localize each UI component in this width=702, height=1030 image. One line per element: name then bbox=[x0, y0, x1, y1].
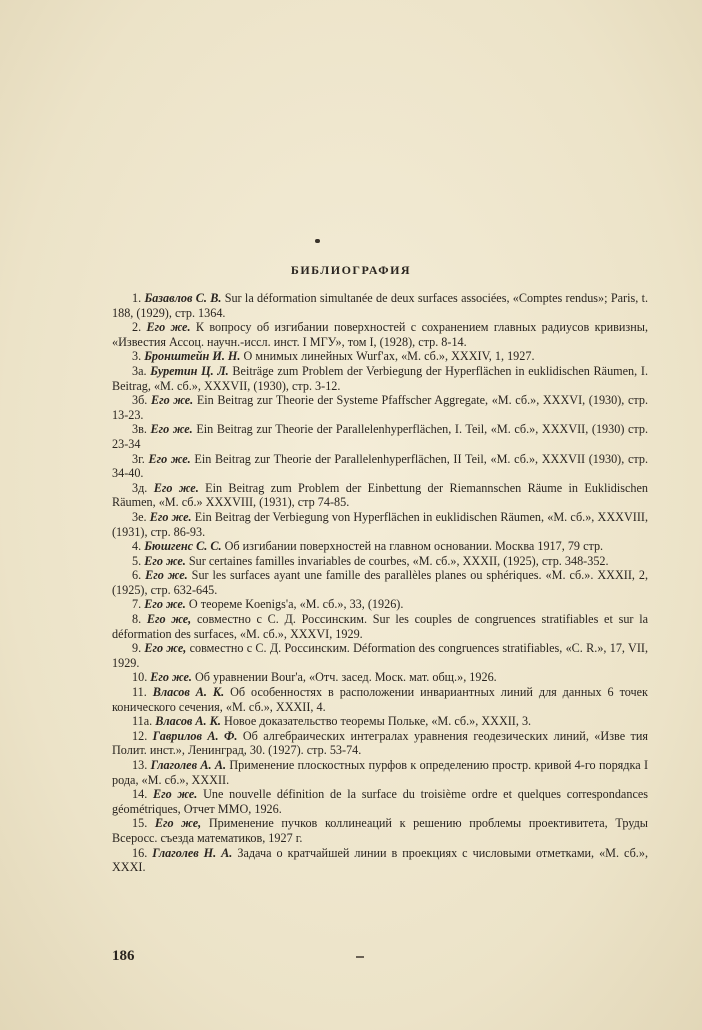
entry-number: 3в. bbox=[132, 422, 151, 437]
entry-text: Об уравнении Bour'а, «Отч. засед. Моск. мат. общ.», 1926. bbox=[191, 670, 497, 685]
entry-text: Sur la déformation simultanée de deux surfaces associées, «Comptes rendus»; Paris, t. 188, (1929), стр. 1364. bbox=[112, 291, 649, 320]
entry-number: 13. bbox=[132, 758, 151, 772]
bibliography-entry bbox=[112, 568, 648, 597]
entry-number: 12. bbox=[132, 728, 153, 743]
entry-text: Об изгибании поверхностей на главном основании. Москва 1917, 79 стр. bbox=[221, 539, 604, 554]
entry-author: Буретин Ц. Л. bbox=[150, 363, 229, 378]
entry-number: 3е. bbox=[132, 509, 150, 524]
bibliography-entry bbox=[112, 641, 648, 670]
entry-text: совместно с С. Д. Россинским. Sur les couples de congruences stratifiables et sur la déformation des surfaces, «М. сб.», XXXVI, 1929. bbox=[112, 612, 649, 641]
entry-author: Его же. bbox=[150, 670, 192, 685]
printer-mark bbox=[315, 239, 320, 243]
entry-number: 3а. bbox=[132, 363, 151, 378]
entry-number: 2. bbox=[132, 320, 147, 335]
bibliography-entry bbox=[112, 320, 648, 349]
entry-number: 11а. bbox=[132, 714, 156, 729]
entry-text: Ein Beitrag zur Theorie der Parallelenhyperflächen, II Teil, «М. сб.», XXXVII (1930), стр. 34-40. bbox=[112, 451, 648, 481]
entry-number: 3. bbox=[132, 349, 145, 364]
entry-number: 14. bbox=[132, 787, 153, 802]
entry-author: Его же. bbox=[144, 597, 186, 612]
bibliography-entry bbox=[112, 291, 648, 320]
entry-author: Его же. bbox=[150, 393, 194, 408]
entry-author: Его же, bbox=[144, 641, 187, 656]
bibliography-list bbox=[112, 291, 648, 875]
entry-number: 6. bbox=[132, 568, 146, 583]
entry-author: Глаголев Н. А. bbox=[152, 845, 233, 860]
entry-number: 10. bbox=[132, 670, 151, 685]
entry-author: Его же, bbox=[146, 612, 192, 627]
entry-number: 7. bbox=[132, 597, 145, 612]
bibliography-entry bbox=[112, 364, 648, 393]
entry-text: Ein Beitrag zur Theorie der Systeme Pfaffscher Aggregate, «М. сб.», XXXVI, (1930), стр. 13-23. bbox=[112, 393, 648, 422]
entry-author: Его же. bbox=[150, 422, 193, 437]
bibliography-entry bbox=[112, 597, 648, 612]
page-number: 186 bbox=[112, 948, 135, 964]
bibliography-entry bbox=[112, 452, 648, 481]
entry-author: Его же. bbox=[145, 568, 188, 583]
bibliography-entry bbox=[112, 670, 648, 685]
entry-author: Власов А. К. bbox=[152, 685, 225, 700]
bibliography-entry bbox=[112, 554, 648, 569]
page-title: БИБЛИОГРАФИЯ bbox=[290, 263, 412, 277]
entry-author: Его же. bbox=[152, 787, 198, 802]
entry-author: Глаголев А. А. bbox=[150, 758, 227, 772]
bibliography-entry bbox=[112, 787, 648, 816]
entry-author: Его же. bbox=[149, 509, 192, 524]
entry-text: Об алгебраических интегралах уравнения геодезических линий, «Изве тия Полит. инст.», Ленинград, 30. (1927). стр. 53-74. bbox=[112, 728, 648, 758]
entry-number: 3б. bbox=[132, 393, 151, 408]
bibliography-entry bbox=[112, 758, 648, 787]
entry-text: Ein Beitrag zur Theorie der Parallelenhyperflächen, I. Teil, «М. сб.», XXXVII, (1930) стр. 23-34 bbox=[112, 422, 649, 451]
entry-text: Об особенностях в расположении инвариантных линий для данных 6 точек конического сечения, «М. сб.», XXXII, 4. bbox=[112, 685, 648, 714]
page-footer-dash bbox=[356, 956, 364, 958]
entry-text: Новое доказательство теоремы Польке, «М. сб.», XXXII, 3. bbox=[220, 714, 532, 729]
bibliography-entry bbox=[112, 481, 648, 510]
bibliography-entry bbox=[112, 685, 648, 714]
entry-number: 3г. bbox=[132, 451, 149, 466]
entry-text: Применение пучков коллинеаций к решению проблемы проективитета, Труды Всеросс. съезда математиков, 1927 г. bbox=[112, 816, 648, 845]
entry-author: Его же. bbox=[148, 451, 191, 466]
entry-number: 16. bbox=[132, 845, 153, 860]
entry-text: О теореме Koenigs'а, «М. сб.», 33, (1926). bbox=[185, 597, 404, 612]
entry-author: Гаврилов А. Ф. bbox=[152, 728, 238, 743]
entry-author: Базавлов С. В. bbox=[144, 291, 222, 305]
entry-text: Sur certaines familles invariables de courbes, «М. сб.», XXXII, (1925), стр. 348-352. bbox=[185, 553, 609, 568]
entry-text: Ein Beitrag zum Problem der Einbettung der Riemannschen Räume in Euklidischen Räumen, «М. сб.» XXXVIII, (1931), стр 74-85. bbox=[112, 480, 649, 510]
bibliography-entry bbox=[112, 539, 648, 554]
entry-text: Применение плоскостных пурфов к определению простр. кривой 4-го порядка I рода, «М. сб.», XXXII. bbox=[112, 758, 648, 787]
entry-text: Une nouvelle définition de la surface du troisième ordre et quelques correspondances géométriques, Отчет ММО, 1926. bbox=[112, 787, 649, 816]
bibliography-entry bbox=[112, 612, 648, 641]
entry-number: 9. bbox=[132, 641, 145, 656]
bibliography-entry bbox=[112, 393, 648, 422]
entry-text: Задача о кратчайшей линии в проекциях с числовыми отметками, «М. сб.», XXXI. bbox=[112, 845, 648, 875]
entry-number: 5. bbox=[132, 553, 145, 568]
entry-number: 4. bbox=[132, 539, 145, 554]
bibliography-entry bbox=[112, 510, 648, 539]
entry-author: Бронштейн И. Н. bbox=[144, 349, 241, 364]
bibliography-entry bbox=[112, 729, 648, 758]
entry-author: Бюшгенс С. С. bbox=[144, 539, 222, 554]
entry-number: 8. bbox=[132, 612, 147, 627]
entry-text: Sur les surfaces ayant une famille des parallèles planes ou sphériques. «М. сб.». XXXII, 2, (1925), стр. 632-645. bbox=[112, 568, 649, 597]
entry-author: Его же. bbox=[153, 480, 199, 495]
entry-text: О мнимых линейных Wurf'ах, «М. сб.», XXXIV, 1, 1927. bbox=[240, 349, 535, 364]
entry-text: совместно с С. Д. Россинским. Déformation des congruences stratifiables, «С. R.», 17, VII, 1929. bbox=[112, 641, 648, 670]
bibliography-entry bbox=[112, 422, 648, 451]
bibliography-entry bbox=[112, 349, 648, 364]
entry-author: Его же, bbox=[154, 816, 202, 831]
entry-number: 11. bbox=[132, 685, 153, 700]
entry-text: Ein Beitrag der Verbiegung von Hyperflächen in euklidischen Räumen, «М. сб.», XXXVIII, (1931), стр. 86-93. bbox=[112, 509, 648, 539]
entry-number: 3д. bbox=[132, 480, 154, 495]
entry-number: 1. bbox=[132, 291, 145, 305]
entry-author: Его же. bbox=[146, 320, 191, 335]
entry-author: Его же. bbox=[144, 553, 186, 568]
bibliography-entry bbox=[112, 816, 648, 845]
entry-author: Власов А. К. bbox=[155, 714, 221, 729]
bibliography-entry bbox=[112, 846, 648, 875]
entry-number: 15. bbox=[132, 816, 155, 831]
bibliography-entry bbox=[112, 714, 648, 729]
entry-text: К вопросу об изгибании поверхностей с сохранением главных радиусов кривизны, «Известия Ассоц. научн.-иссл. инст. I МГУ», том I, (1928), стр. 8-14. bbox=[112, 320, 648, 349]
entry-text: Beiträge zum Problem der Verbiegung der Hyperflächen in euklidischen Räumen, I. Beitrag, «М. сб.», XXXVII, (1930), стр. 3-12. bbox=[112, 363, 648, 393]
